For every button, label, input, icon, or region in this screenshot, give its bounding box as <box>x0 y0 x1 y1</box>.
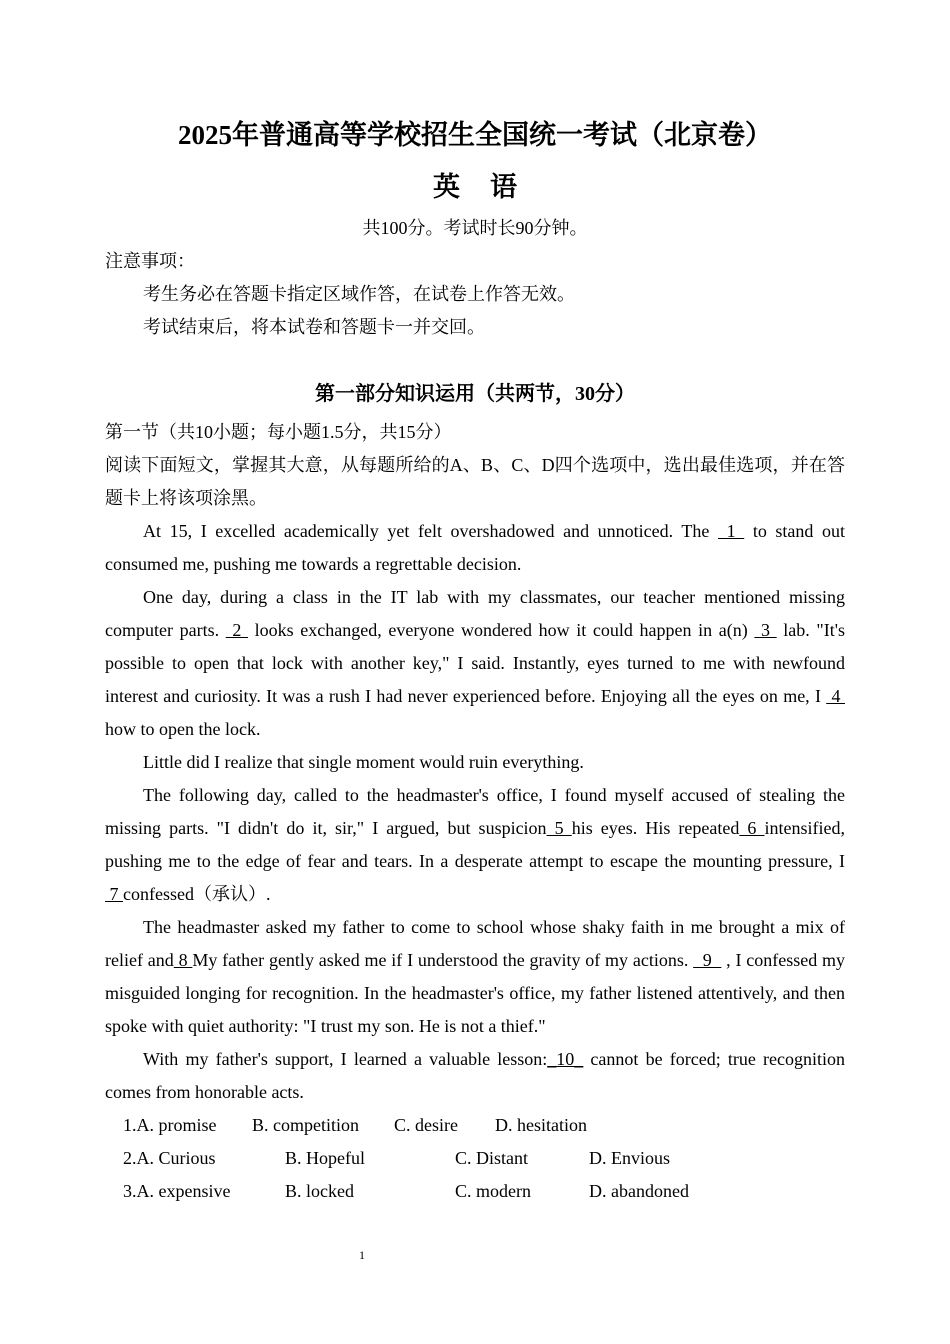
passage-paragraph <box>105 779 845 911</box>
passage-paragraph <box>105 911 845 1043</box>
notice-item: 考生务必在答题卡指定区域作答，在试卷上作答无效。 <box>143 284 575 304</box>
blank-marker: 6 <box>739 818 765 838</box>
option-a: 2.A. Curious <box>123 1148 216 1168</box>
options-list <box>105 1109 845 1208</box>
notice-heading: 注意事项： <box>105 251 195 271</box>
passage-text: At 15, I excelled academically yet felt overshadowed and unnoticed. The <box>143 521 719 541</box>
exam-title: 2025年普通高等学校招生全国统一考试（北京卷） <box>178 120 772 150</box>
passage-text: confessed（承认）. <box>123 884 271 904</box>
blank-marker: 7 <box>105 884 123 904</box>
option-a: 1.A. promise <box>123 1115 217 1135</box>
passage-paragraph <box>105 515 845 581</box>
subsection-title: 第一节（共10小题；每小题1.5分，共15分） <box>105 422 452 442</box>
option-b: B. competition <box>252 1115 359 1135</box>
option-d: D. abandoned <box>589 1181 689 1201</box>
passage-text: My father gently asked me if I understood the gravity of my actions. <box>192 950 694 970</box>
passage <box>105 515 845 1109</box>
section-body <box>105 416 845 1208</box>
option-c: C. desire <box>394 1115 458 1135</box>
blank-marker: 8 <box>173 950 193 970</box>
blank-marker: 4 <box>826 686 845 706</box>
passage-paragraph <box>105 581 845 746</box>
option-d: D. hesitation <box>495 1115 587 1135</box>
passage-text: intensified, pushing me to the edge of fear and tears. In a desperate attempt to escape the mounting pressure, I <box>105 818 845 871</box>
passage-text: how to open the lock. <box>105 719 261 739</box>
blank-marker: 3 <box>754 620 777 640</box>
option-b: B. locked <box>285 1181 354 1201</box>
option-b: B. Hopeful <box>285 1148 365 1168</box>
passage-text: The headmaster asked my father to come to school whose shaky faith in me brought a mix of relief and <box>105 917 845 970</box>
option-a: 3.A. expensive <box>123 1181 231 1201</box>
notice-item: 考试结束后，将本试卷和答题卡一并交回。 <box>143 317 485 337</box>
passage-text: his eyes. His repeated <box>571 818 740 838</box>
passage-paragraph <box>105 1043 845 1109</box>
blank-marker: 1 <box>718 521 745 541</box>
passage-text: lab. "It's possible to open that lock with another key," I said. Instantly, eyes turned to me with newfound interest and curiosity. It was a rush I had never experienced before. Enjoying all the eyes on me, I <box>105 620 846 706</box>
question-options <box>123 1175 845 1208</box>
question-options <box>123 1142 845 1175</box>
option-c: C. modern <box>455 1181 531 1201</box>
passage-text: Little did I realize that single moment would ruin everything. <box>143 752 584 772</box>
passage-text: looks exchanged, everyone wondered how it could happen in a(n) <box>248 620 755 640</box>
passage-text: The following day, called to the headmaster's office, I found myself accused of stealing the missing parts. "I didn't do it, sir," I argued, but suspicion <box>105 785 845 838</box>
option-d: D. Envious <box>589 1148 670 1168</box>
blank-marker: _10_ <box>547 1049 584 1069</box>
exam-info: 共100分。考试时长90分钟。 <box>362 218 588 238</box>
page-number: 1 <box>359 1248 365 1262</box>
blank-marker: 9 <box>693 950 722 970</box>
section-title: 第一部分知识运用（共两节，30分） <box>315 383 635 405</box>
passage-text: , I confessed my misguided longing for recognition. In the headmaster's office, my father listened attentively, and then spoke with quiet authority: "I trust my son. He is not a thief." <box>105 950 846 1036</box>
notice-block <box>105 245 845 344</box>
passage-text: With my father's support, I learned a valuable lesson: <box>143 1049 548 1069</box>
option-c: C. Distant <box>455 1148 529 1168</box>
passage-text: cannot be forced; true recognition comes from honorable acts. <box>105 1049 846 1102</box>
blank-marker: 2 <box>225 620 249 640</box>
subject-title: 英语 <box>433 172 547 202</box>
question-options <box>123 1109 845 1142</box>
passage-paragraph <box>105 746 845 779</box>
instructions: 阅读下面短文，掌握其大意，从每题所给的A、B、C、D四个选项中，选出最佳选项，并在答题卡上将该项涂黑。 <box>105 455 845 508</box>
blank-marker: 5 <box>546 818 572 838</box>
passage-text: One day, during a class in the IT lab with my classmates, our teacher mentioned missing computer parts. <box>105 587 845 640</box>
passage-text: to stand out consumed me, pushing me towards a regrettable decision. <box>105 521 846 574</box>
